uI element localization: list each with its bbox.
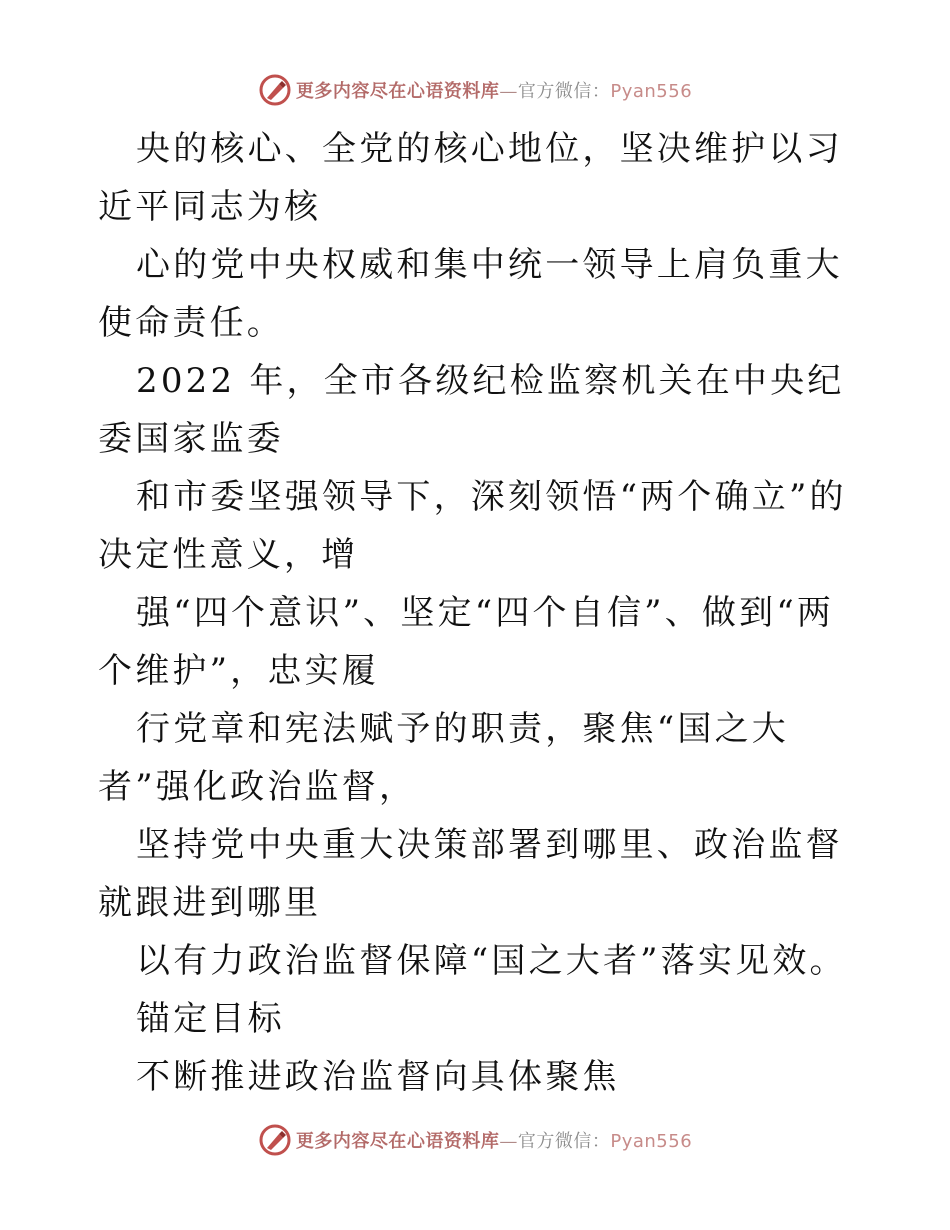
- paragraph: 心的党中央权威和集中统一领导上肩负重大使命责任。: [98, 245, 843, 343]
- document-body: [98, 120, 858, 1106]
- paragraph: 不断推进政治监督向具体聚焦: [136, 1057, 620, 1097]
- watermark-separator: —: [499, 1131, 518, 1152]
- paragraph: 2022 年，全市各级纪检监察机关在中央纪委国家监委: [98, 361, 845, 459]
- paragraph: 以有力政治监督保障“国之大者”落实见效。: [136, 941, 847, 981]
- pen-logo-icon: [258, 1123, 292, 1157]
- paragraph: 强“四个意识”、坚定“四个自信”、做到“两个维护”，忠实履: [98, 593, 835, 691]
- paragraph: 坚持党中央重大决策部署到哪里、政治监督就跟进到哪里: [98, 825, 843, 923]
- header-watermark: [0, 70, 950, 110]
- paragraph: 行党章和宪法赋予的职责，聚焦“国之大者”强化政治监督，: [98, 709, 789, 807]
- watermark-label: 官方微信：: [517, 1131, 611, 1152]
- watermark-label: 官方微信：: [517, 81, 611, 102]
- watermark-handle: Pyan556: [610, 81, 693, 102]
- watermark-separator: —: [499, 81, 518, 102]
- watermark-text: [296, 1127, 692, 1153]
- pen-logo-icon: [258, 73, 292, 107]
- watermark-site: 更多内容尽在心语资料库: [295, 1131, 500, 1152]
- watermark-site: 更多内容尽在心语资料库: [295, 81, 500, 102]
- paragraph: 锚定目标: [136, 999, 285, 1039]
- paragraph: 央的核心、全党的核心地位，坚决维护以习近平同志为核: [98, 129, 843, 227]
- watermark-handle: Pyan556: [610, 1131, 693, 1152]
- footer-watermark: [0, 1120, 950, 1160]
- paragraph: 和市委坚强领导下，深刻领悟“两个确立”的决定性意义，增: [98, 477, 847, 575]
- watermark-text: [296, 77, 692, 103]
